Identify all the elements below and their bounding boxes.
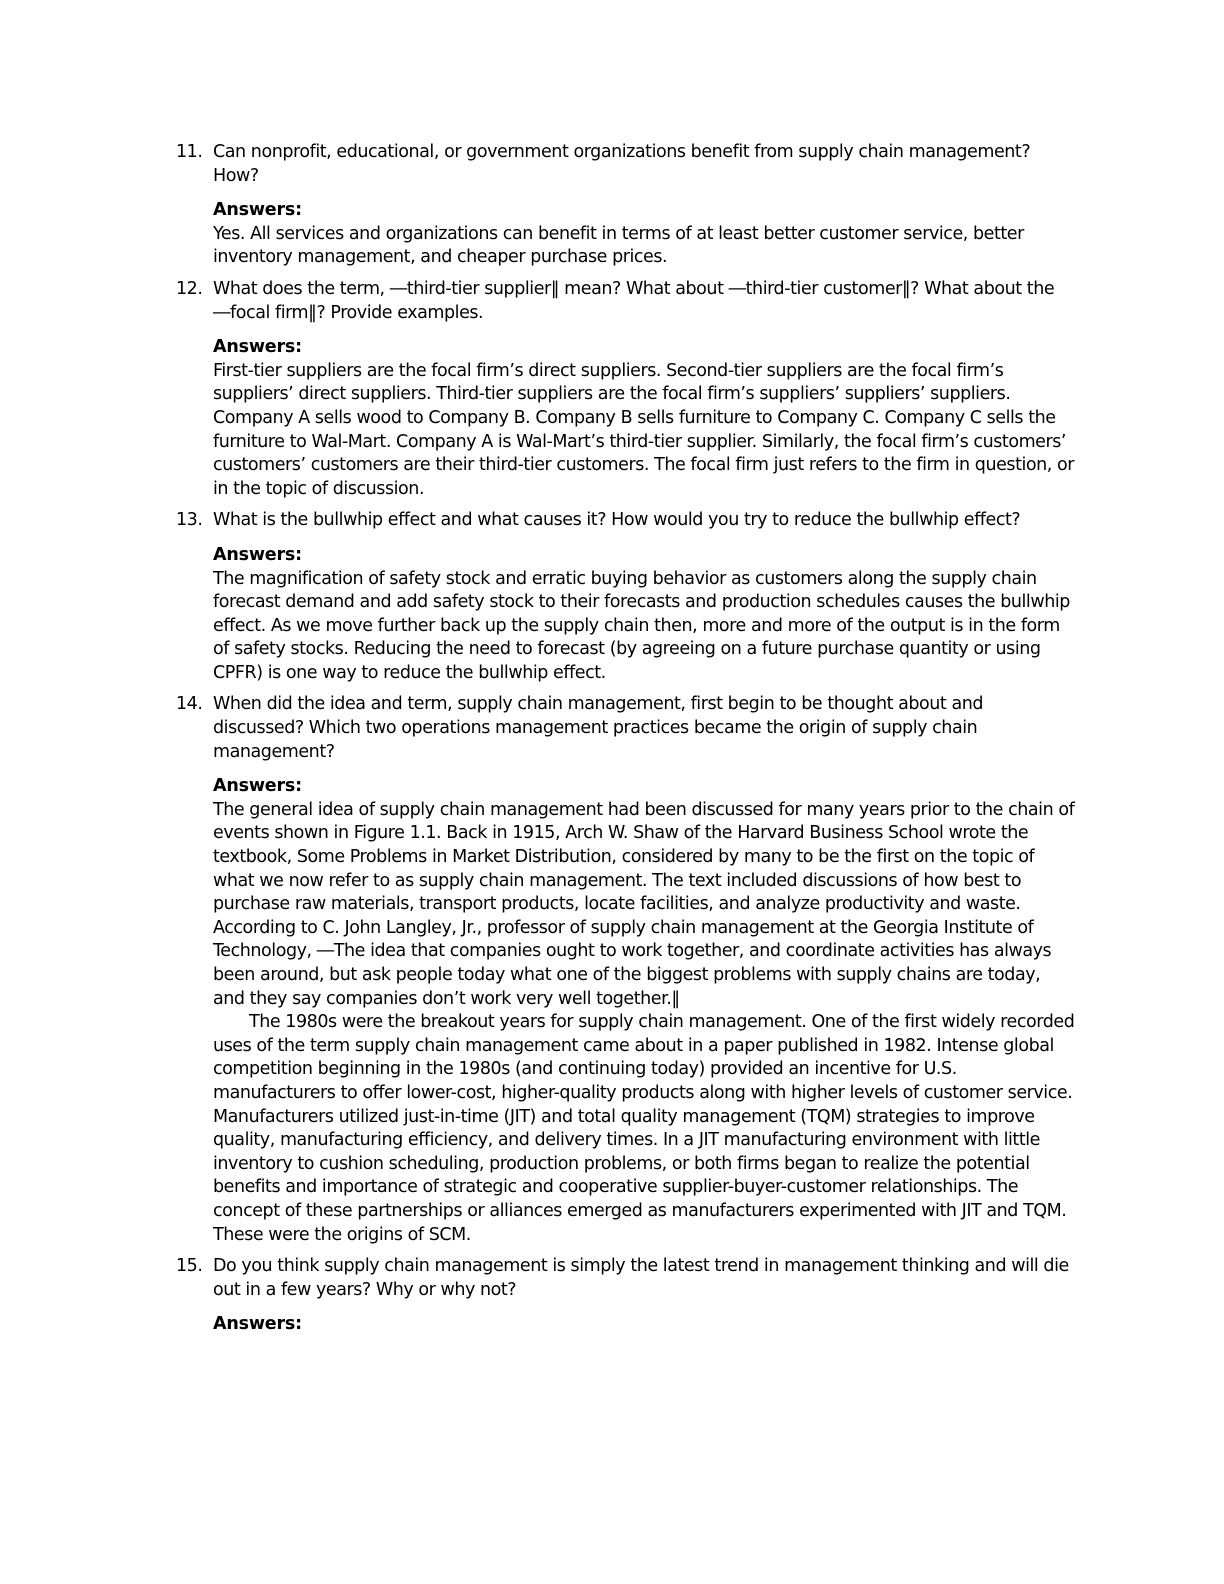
answers-label: Answers: — [213, 1314, 302, 1335]
answer-text-continued: The 1980s were the breakout years for supply chain management. One of the first widely recorded uses of the term supply chain management came about in a paper published in 1982. Intense global competition beginning in the 1980s (and continuing today) provided an incentive for U.S. manufacturers to offer lower-cost, higher-quality products along with higher levels of customer service. Manufacturers utilized just-in-time (JIT) and total quality management (TQM) strategies to improve quality, manufacturing efficiency, and delivery times. In a JIT manufacturing environment with little inventory to cushion scheduling, production problems, or both firms began to realize the potential benefits and importance of strategic and cooperative supplier-buyer-customer relationships. The concept of these partnerships or alliances emerged as manufacturers experimented with JIT and TQM. These were the origins of SCM. — [213, 1012, 1075, 1245]
question-item-13 — [176, 509, 1076, 685]
answers-label: Answers: — [213, 776, 302, 797]
question-text: What does the term, ―third-tier supplier‖ mean? What about ―third-tier customer‖? What about the ―focal firm‖? Provide examples. — [213, 278, 1055, 323]
question-number: 13. — [176, 510, 203, 531]
question-number: 11. — [176, 142, 203, 162]
question-list — [176, 141, 1076, 1345]
answer-text: The magnification of safety stock and erratic buying behavior as customers along the supply chain forecast demand and add safety stock to their forecasts and production schedules causes the bullwhip effect. As we move further back up the supply chain then, more and more of the output is in the form of safety stocks. Reducing the need to forecast (by agreeing on a future purchase quantity or using CPFR) is one way to reduce the bullwhip effect. — [213, 568, 1070, 683]
answers-label: Answers: — [213, 200, 302, 221]
question-item-14 — [176, 693, 1076, 1247]
question-text: Do you think supply chain management is simply the latest trend in management thinking and will die out in a few years? Why or why not? — [213, 1256, 1069, 1300]
question-text: What is the bullwhip effect and what causes it? How would you try to reduce the bullwhip effect? — [213, 510, 1021, 531]
answer-text: Yes. All services and organizations can benefit in terms of at least better customer service, better inventory management, and cheaper purchase prices. — [213, 223, 1024, 268]
answer-text: First-tier suppliers are the focal firm’s direct suppliers. Second-tier suppliers are the focal firm’s suppliers’ direct suppliers. Third-tier suppliers are the focal firm’s suppliers’ suppliers’ suppliers. Company A sells wood to Company B. Company B sells furniture to Company C. Company C sells the furniture to Wal-Mart. Company A is Wal-Mart’s third-tier supplier. Similarly, the focal firm’s customers’ customers’ customers are their third-tier customers. The focal firm just refers to the firm in question, or in the topic of discussion. — [213, 360, 1075, 499]
question-text: Can nonprofit, educational, or government organizations benefit from supply chain management? How? — [213, 142, 1031, 186]
answer-text: The general idea of supply chain management had been discussed for many years prior to the chain of events shown in Figure 1.1. Back in 1915, Arch W. Shaw of the Harvard Business School wrote the textbook, Some Problems in Market Distribution, considered by many to be the first on the topic of what we now refer to as supply chain management. The text included discussions of how best to purchase raw materials, transport products, locate facilities, and analyze productivity and waste. According to C. John Langley, Jr., professor of supply chain management at the Georgia Institute of Technology, ―The idea that companies ought to work together, and coordinate activities has always been around, but ask people today what one of the biggest problems with supply chains are today, and they say companies don’t work very well together.‖ — [213, 799, 1075, 1009]
question-number: 14. — [176, 694, 203, 715]
question-number: 15. — [176, 1256, 203, 1277]
answers-label: Answers: — [213, 337, 302, 358]
question-item-15 — [176, 1255, 1076, 1337]
question-item-11 — [176, 141, 1076, 270]
question-number: 12. — [176, 278, 203, 299]
question-item-12 — [176, 278, 1076, 501]
answers-label: Answers: — [213, 544, 302, 565]
question-text: When did the idea and term, supply chain management, first begin to be thought about and discussed? Which two operations management practices became the origin of supply chain management? — [213, 694, 984, 762]
